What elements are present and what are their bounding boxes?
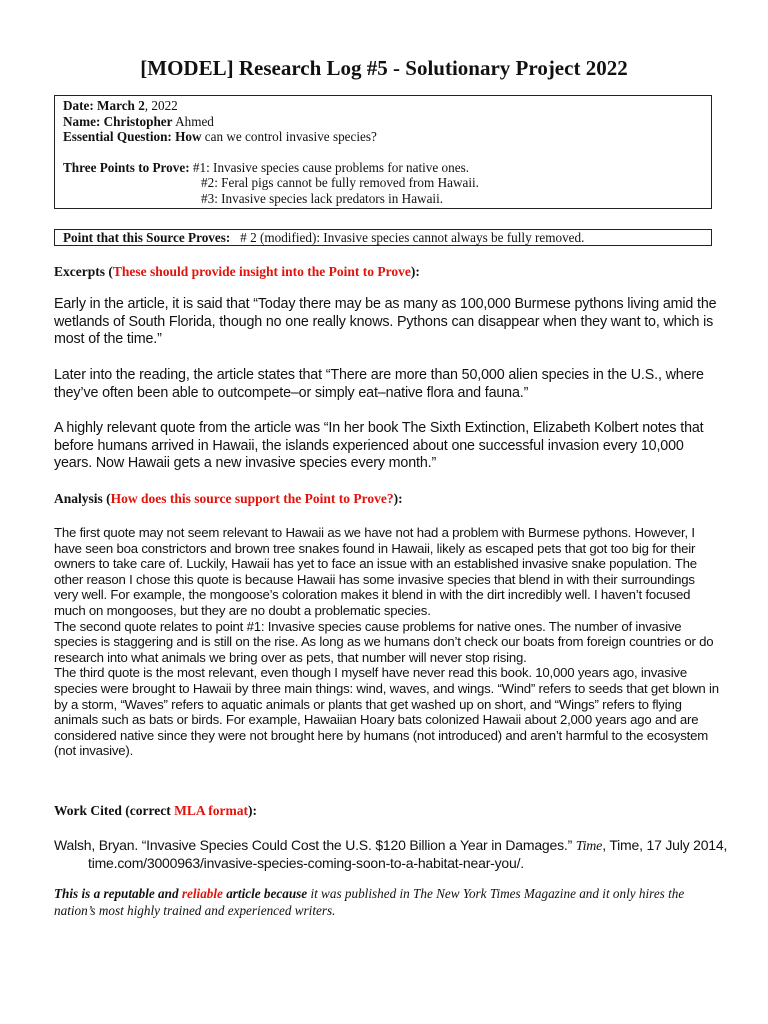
essential-question-value: can we control invasive species? bbox=[201, 129, 377, 144]
works-cited-heading: Work Cited (correct MLA format): bbox=[54, 803, 257, 818]
source-point-box bbox=[54, 229, 712, 246]
date-value: , 2022 bbox=[144, 98, 178, 113]
name-label: Name: Christopher bbox=[63, 113, 173, 129]
page-title: [MODEL] Research Log #5 - Solutionary Project 2022 bbox=[140, 56, 628, 80]
student-info-box bbox=[54, 95, 712, 209]
excerpt-3: A highly relevant quote from the article was “In her book The Sixth Extinction, Elizabeth Kolbert notes that before humans arrived in Hawaii, the islands experienced about one successful invasion every 10,000 years. Now Hawaii gets a new invasive species every month.” bbox=[54, 420, 704, 471]
essential-question-line bbox=[63, 129, 703, 145]
date-line bbox=[63, 98, 703, 114]
analysis-paragraph-3: The third quote is the most relevant, even though I myself have never read this book. 10,000 years ago, invasive species were brought to Hawaii by three main things: wind, waves, and wings. “Wind” refers to seeds that get blown in by a storm, “Waves” refers to aquatic animals or plants that get washed up on short, and “Wings” refers to flying animals such as bats or birds. For example, Hawaiian Hoary bats colonized Hawaii about 2,000 years ago and are considered native since they were not brought here by humans (not introduced) and aren’t harmful to the ecosystem (not invasive). bbox=[54, 665, 719, 759]
source-point-label: Point that this Source Proves: bbox=[63, 230, 231, 245]
name-line bbox=[63, 114, 703, 130]
name-value: Ahmed bbox=[172, 113, 214, 129]
analysis-body bbox=[54, 525, 720, 759]
essential-question-label: Essential Question: How bbox=[63, 129, 202, 144]
point-3: #3: Invasive species lack predators in Hawaii. bbox=[201, 190, 444, 206]
analysis-paragraph-2: The second quote relates to point #1: Invasive species cause problems for native ones. The number of invasive species is staggering and is still on the rise. As long as we humans don’t check our boats from foreign countries or do research into what animals we bring over as pets, that number will never stop rising. bbox=[54, 618, 714, 665]
citation: Walsh, Bryan. “Invasive Species Could Cost the U.S. $120 Billion a Year in Damages.” Time, Time, 17 July 2014, time.com/3000963/invasive-species-coming-soon-to-a-habitat-near-you/. bbox=[54, 837, 728, 871]
point-2: #2: Feral pigs cannot be fully removed from Hawaii. bbox=[201, 175, 479, 190]
date-label: Date: March 2 bbox=[63, 98, 145, 113]
excerpt-1: Early in the article, it is said that “Today there may be as many as 100,000 Burmese pythons living amid the wetlands of South Florida, though no one really knows. Pythons can disappear when they want to, which is most of the time.” bbox=[54, 296, 717, 347]
point-1: #1: Invasive species cause problems for native ones. bbox=[189, 159, 470, 175]
analysis-heading: Analysis (How does this source support the Point to Prove?): bbox=[54, 491, 403, 506]
points-line-1 bbox=[63, 160, 703, 176]
reliability-statement: This is a reputable and reliable article because it was published in The New York Times Magazine and it only hires the nation’s most highly trained and experienced writers. bbox=[54, 886, 685, 918]
analysis-paragraph-1: The first quote may not seem relevant to Hawaii as we have not had a problem with Burmese pythons. However, I have seen boa constrictors and brown tree snakes found in Hawaii, likely as escaped pets that got too big for their owners to take care of. Luckily, Hawaii has yet to face an issue with an established invasive snake population. The other reason I chose this quote is because Hawaii has some invasive species that blend in with their surroundings very well. For example, the mongoose’s coloration makes it blend in with the dirt incredibly well. I haven’t focused much on mongooses, but they are no doubt a problematic species. bbox=[54, 525, 697, 618]
citation-journal: Time bbox=[575, 839, 603, 854]
source-point-value: # 2 (modified): Invasive species cannot always be fully removed. bbox=[230, 230, 585, 245]
excerpt-2: Later into the reading, the article states that “There are more than 50,000 alien species in the U.S., where they’ve often been able to outcompete–or simply eat–native flora and fauna.” bbox=[54, 367, 704, 401]
excerpts-heading: Excerpts (These should provide insight into the Point to Prove): bbox=[54, 264, 420, 279]
points-label: Three Points to Prove: bbox=[63, 159, 190, 175]
